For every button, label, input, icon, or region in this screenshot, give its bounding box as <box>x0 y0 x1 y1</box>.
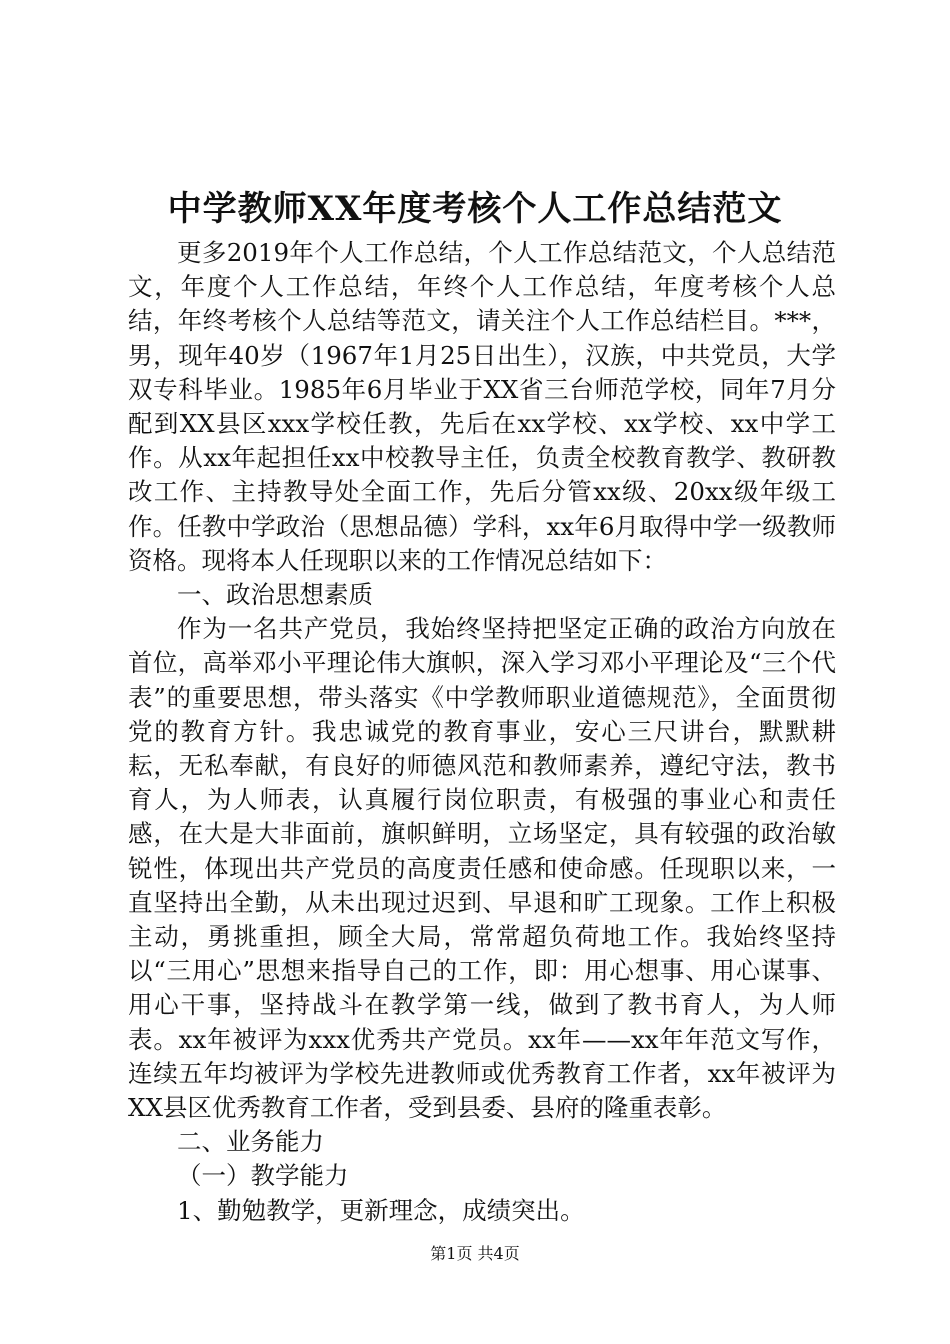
section-paragraph-politics: 作为一名共产党员，我始终坚持把坚定正确的政治方向放在首位，高举邓小平理论伟大旗帜，深入学习邓小平理论及“三个代表”的重要思想，带头落实《中学教师职业道德规范》，全面贯彻党的教育方针。我忠诚党的教育事业，安心三尺讲台，默默耕耘，无私奉献，有良好的师德风范和教师素养，遵纪守法，教书育人，为人师表，认真履行岗位职责，有极强的事业心和责任感，在大是大非面前，旗帜鲜明，立场坚定，具有较强的政治敏锐性，体现出共产党员的高度责任感和使命感。任现职以来，一直坚持出全勤，从未出现过迟到、早退和旷工现象。工作上积极主动，勇挑重担，顾全大局，常常超负荷地工作。我始终坚持以“三用心”思想来指导自己的工作，即：用心想事、用心谋事、用心干事，坚持战斗在教学第一线，做到了教书育人，为人师表。xx年被评为xxx优秀共产党员。xx年——xx年年范文写作，连续五年均被评为学校先进教师或优秀教育工作者，xx年被评为XX县区优秀教育工作者，受到县委、县府的隆重表彰。 <box>128 614 836 1123</box>
section-heading-politics: 一、政治思想素质 <box>177 580 373 610</box>
page-footer: 第1页 共4页 <box>430 1244 520 1263</box>
section-heading-ability: 二、业务能力 <box>177 1127 324 1157</box>
document-body <box>128 236 836 1228</box>
list-item-1: 1、勤勉教学，更新理念，成绩突出。 <box>177 1195 585 1225</box>
subsection-heading-teaching: （一）教学能力 <box>177 1161 349 1191</box>
intro-paragraph: 更多2019年个人工作总结，个人工作总结范文，个人总结范文，年度个人工作总结，年终个人工作总结，年度考核个人总结，年终考核个人总结等范文，请关注个人工作总结栏目。***，男，现年40岁（1967年1月25日出生），汉族，中共党员，大学双专科毕业。1985年6月毕业于XX省三台师范学校，同年7月分配到XX县区xxx学校任教，先后在xx学校、xx学校、xx中学工作。从xx年起担任xx中校教导主任，负责全校教育教学、教研教改工作、主持教导处全面工作，先后分管xx级、20xx级年级工作。任教中学政治（思想品德）学科，xx年6月取得中学一级教师资格。现将本人任现职以来的工作情况总结如下： <box>128 238 836 575</box>
document-title: 中学教师XX年度考核个人工作总结范文 <box>167 189 783 229</box>
